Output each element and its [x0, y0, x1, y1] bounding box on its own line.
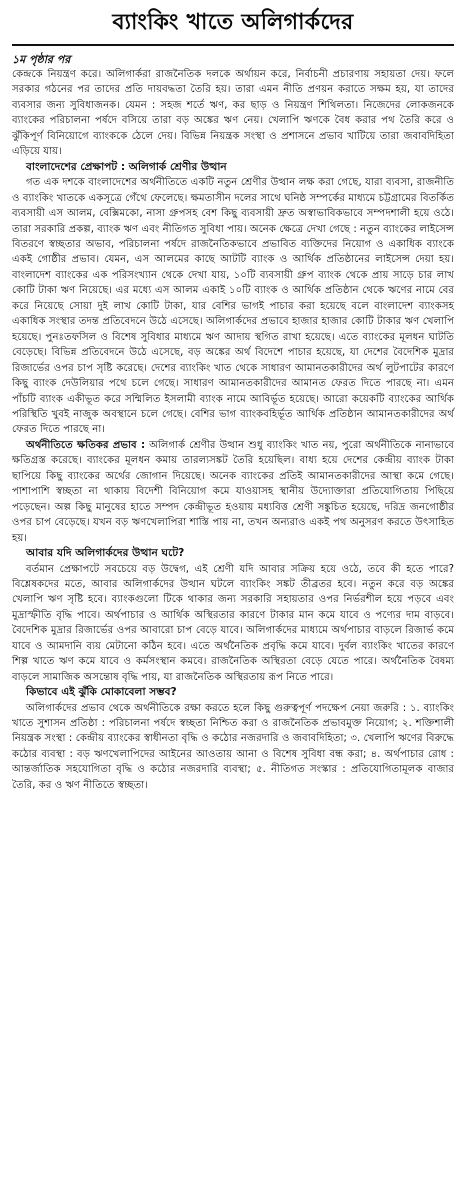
- paragraph-3-body: অলিগার্ক শ্রেণীর উত্থান শুধু ব্যাংকিং খাত নয়, পুরো অর্থনীতিকে নানাভাবে ক্ষতিগ্রস্ত করেছে। ব্যাংকের মূলধন কমায় তারল্যসঙ্কট তৈরি হয়েছিল। বাধ্য হয়ে দেশের কেন্দ্রীয় ব্যাংক টাকা ছাপিয়ে কিছু ব্যাংকের অর্থের জোগান দিয়েছে। অনেক ব্যাংকের প্রতিই আমানতকারীদের আস্থা কমে গেছে। পাশাপাশি স্বচ্ছতা না থাকায় বিদেশী বিনিয়োগ কমে যাওয়াসহ স্থানীয় উদ্যোক্তারা প্রতিযোগিতায় পিছিয়ে পড়েছেন। অল্প কিছু মানুষের হাতে সম্পদ কেন্দ্রীভূত হওয়ায় মধ্যবিত্ত শ্রেণী সঙ্কুচিত হয়েছে, দরিদ্র জনগোষ্ঠীর ওপর চাপ বেড়েছে। যখন বড় ঋণখেলাপিরা শাস্তি পায় না, তখন অন্যরাও একই পথ অনুসরণ করতে উৎসাহিত হয়।: [12, 439, 454, 544]
- paragraph-3-lead: অর্থনীতিতে ক্ষতিকর প্রভাব :: [26, 439, 146, 451]
- headline: ব্যাংকিং খাতে অলিগার্কদের: [112, 10, 354, 35]
- continued-from-label: ১ম পৃষ্ঠার পর: [12, 53, 71, 66]
- paragraph-3: [12, 438, 454, 546]
- paragraph-4: বর্তমান প্রেক্ষাপটে সবচেয়ে বড় উদ্বেগ, এই শ্রেণী যদি আবার সক্রিয় হয়ে ওঠে, তবে কী হতে পারে? বিশ্লেষকদের মতে, আবার অলিগার্কদের উত্থান ঘটলে ব্যাংকিং সঙ্কট তীব্রতর হবে। নতুন করে বড় অঙ্কের খেলাপি ঋণ সৃষ্টি হবে। ব্যাংকগুলো টিকে থাকার জন্য সরকারি সহায়তার ওপর নির্ভরশীল হয়ে পড়বে এবং মুদ্রাস্ফীতি বৃদ্ধি পাবে। অর্থপাচার ও আর্থিক অস্থিরতার কারণে টাকার মান কমে যাবে ও পণ্যের দাম বাড়বে। বৈদেশিক মুদ্রার রিজার্ভের ওপর আবারো চাপ বেড়ে যাবে। অলিগার্কদের মাধ্যমে অর্থপাচার বাড়লে রিজার্ভ কমে যাবে ও আমদানি ব্যয় মেটানো কঠিন হবে। এতে অর্থনৈতিক প্রবৃদ্ধি কমে যাবে। দুর্বল ব্যাংকিং খাতের কারণে শিল্প খাতে ঋণ কমে যাবে ও কর্মসংস্থান কমবে। রাজনৈতিক অস্থিরতা বেড়ে যেতে পারে। অর্থনৈতিক বৈষম্য বাড়লে সামাজিক অসন্তোষ বৃদ্ধি পায়, যা রাজনৈতিক অস্থিরতায় রূপ নিতে পারে।: [12, 563, 454, 683]
- paragraph-2: গত এক দশকে বাংলাদেশের অর্থনীতিতে একটি নতুন শ্রেণীর উত্থান লক্ষ করা গেছে, যারা ব্যবসা, রাজনীতি ও ব্যাংকিং খাতকে একসূত্রে গেঁথে ফেলেছে। ক্ষমতাসীন দলের সাথে ঘনিষ্ঠ সম্পর্কের মাধ্যমে চট্টগ্রামের বিতর্কিত ব্যবসায়ী এস আলম, বেক্সিমকো, নাসা গ্রুপসহ বেশ কিছু ব্যবসায়ী দ্রুত অস্বাভাবিকভাবে সম্পদশালী হয়ে ওঠে। তারা সরকারি প্রকল্প, ব্যাংক ঋণ এবং নীতিগত সুবিধা পায়। অনেক ক্ষেত্রে দেখা গেছে : নতুন ব্যাংকের লাইসেন্স বিতরণে স্বচ্ছতার অভাব, পরিচালনা পর্ষদে রাজনৈতিকভাবে প্রভাবিত ব্যক্তিদের নিয়োগ ও একাধিক ব্যাংকে একই গোষ্ঠীর প্রভাব। যেমন, এস আলমের কাছে আটটি ব্যাংক ও আর্থিক প্রতিষ্ঠানের লাইসেন্স দেয়া হয়। বাংলাদেশ ব্যাংকের এক পরিসংখ্যান থেকে দেখা যায়, ১০টি ব্যবসায়ী গ্রুপ ব্যাংক থেকে প্রায় সাড়ে চার লাখ কোটি টাকা ঋণ নিয়েছে। এর মধ্যে এস আলম একাই ১০টি ব্যাংক ও আর্থিক প্রতিষ্ঠান থেকে ঋণের নামে বের করে নিয়েছে সোয়া দুই লাখ কোটি টাকা, যার বেশির ভাগই পাচার করা হয়েছে বলে বাংলাদেশ ব্যাংকসহ একাধিক সংস্থার তদন্ত প্রতিবেদনে উঠে এসেছে। অলিগার্কদের প্রভাবে হাজার হাজার কোটি টাকার ঋণ খেলাপি হয়েছে। পুনঃতফসিল ও বিশেষ সুবিধার মাধ্যমে ঋণ আদায় স্থগিত রাখা হয়েছে। এতে ব্যাংকের মূলধন ঘাটতি বেড়েছে। বিভিন্ন প্রতিবেদনে উঠে এসেছে, বড় অঙ্কের অর্থ বিদেশে পাচার হয়েছে, যা দেশের বৈদেশিক মুদ্রার রিজার্ভের ওপর চাপ সৃষ্টি করেছে। দেশের ব্যাংকিং খাত থেকে সাধারণ আমানতকারীদের অর্থ লুটপাটের কারণে কিছু ব্যাংক দেউলিয়ার পথে চলে গেছে। সাধারণ আমানতকারীদের আমানত ফেরত দিতে পারছে না। এমন পাঁচটি ব্যাংক একীভূত করে সম্মিলিত ইসলামী ব্যাংক নামে আবির্ভূত হয়েছে। আরো কয়েকটি ব্যাংকের আর্থিক পরিস্থিতি খুবই নাজুক অবস্থানে চলে গেছে। বেশির ভাগ ব্যাংকবহির্ভূত আর্থিক প্রতিষ্ঠান আমানতকারীদের অর্থ ফেরত দিতে পারছে না।: [12, 177, 454, 436]
- subheading-mitigation: কিভাবে এই ঝুঁকি মোকাবেলা সম্ভব?: [26, 686, 177, 699]
- subheading-rise-again: আবার যদি অলিগার্কদের উত্থান ঘটে?: [26, 547, 185, 560]
- subheading-bangladesh-context: বাংলাদেশের প্রেক্ষাপট : অলিগার্ক শ্রেণীর উত্থান: [26, 160, 227, 173]
- paragraph-1: কেন্দ্রকে নিয়ন্ত্রণ করে। অলিগার্করা রাজনৈতিক দলকে অর্থায়ন করে, নির্বাচনী প্রচারণায় সহায়তা দেয়। ফলে সরকার গঠনের পর তাদের প্রতি দায়বদ্ধতা তৈরি হয়। তারা এমন নীতি প্রণয়ন করাতে সক্ষম হয়, যা তাদের ব্যবসার জন্য সুবিধাজনক। যেমন : সহজ শর্তে ঋণ, কর ছাড় ও নিয়ন্ত্রণ শিথিলতা। নিজেদের লোকজনকে ব্যাংকের পরিচালনা পর্ষদে বসিয়ে তারা বড় অঙ্কের ঋণ নেয়। খেলাপি ঋণকে বৈধ করার পথ তৈরি করে ও ঝুঁকিপূর্ণ বিনিয়োগে ব্যাংককে ঠেলে দেয়। বিভিন্ন নিয়ন্ত্রক সংস্থা ও প্রশাসনে প্রভাব খাটিয়ে তারা জবাবদিহিতা এড়িয়ে যায়।: [12, 69, 454, 158]
- paragraph-5: অলিগার্কদের প্রভাব থেকে অর্থনীতিকে রক্ষা করতে হলে কিছু গুরুত্বপূর্ণ পদক্ষেপ নেয়া জরুরি : ১. ব্যাংকিং খাতে সুশাসন প্রতিষ্ঠা : পরিচালনা পর্ষদে স্বচ্ছতা নিশ্চিত করা ও রাজনৈতিক প্রভাবমুক্ত নিয়োগ; ২. শক্তিশালী নিয়ন্ত্রক সংস্থা : কেন্দ্রীয় ব্যাংকের স্বাধীনতা বৃদ্ধি ও কঠোর নজরদারি ও জবাবদিহিতা; ৩. খেলাপি ঋণের বিরুদ্ধে কঠোর ব্যবস্থা : বড় ঋণখেলাপিদের আইনের আওতায় আনা ও বিশেষ সুবিধা বন্ধ করা; ৪. অর্থপাচার রোধ : আন্তর্জাতিক সহযোগিতা বৃদ্ধি ও কঠোর নজরদারি ব্যবস্থা; ৫. নীতিগত সংস্কার : প্রতিযোগিতামূলক বাজার তৈরি, কর ও ঋণ নীতিতে স্বচ্ছতা।: [12, 702, 454, 791]
- headline-rule: [12, 44, 454, 46]
